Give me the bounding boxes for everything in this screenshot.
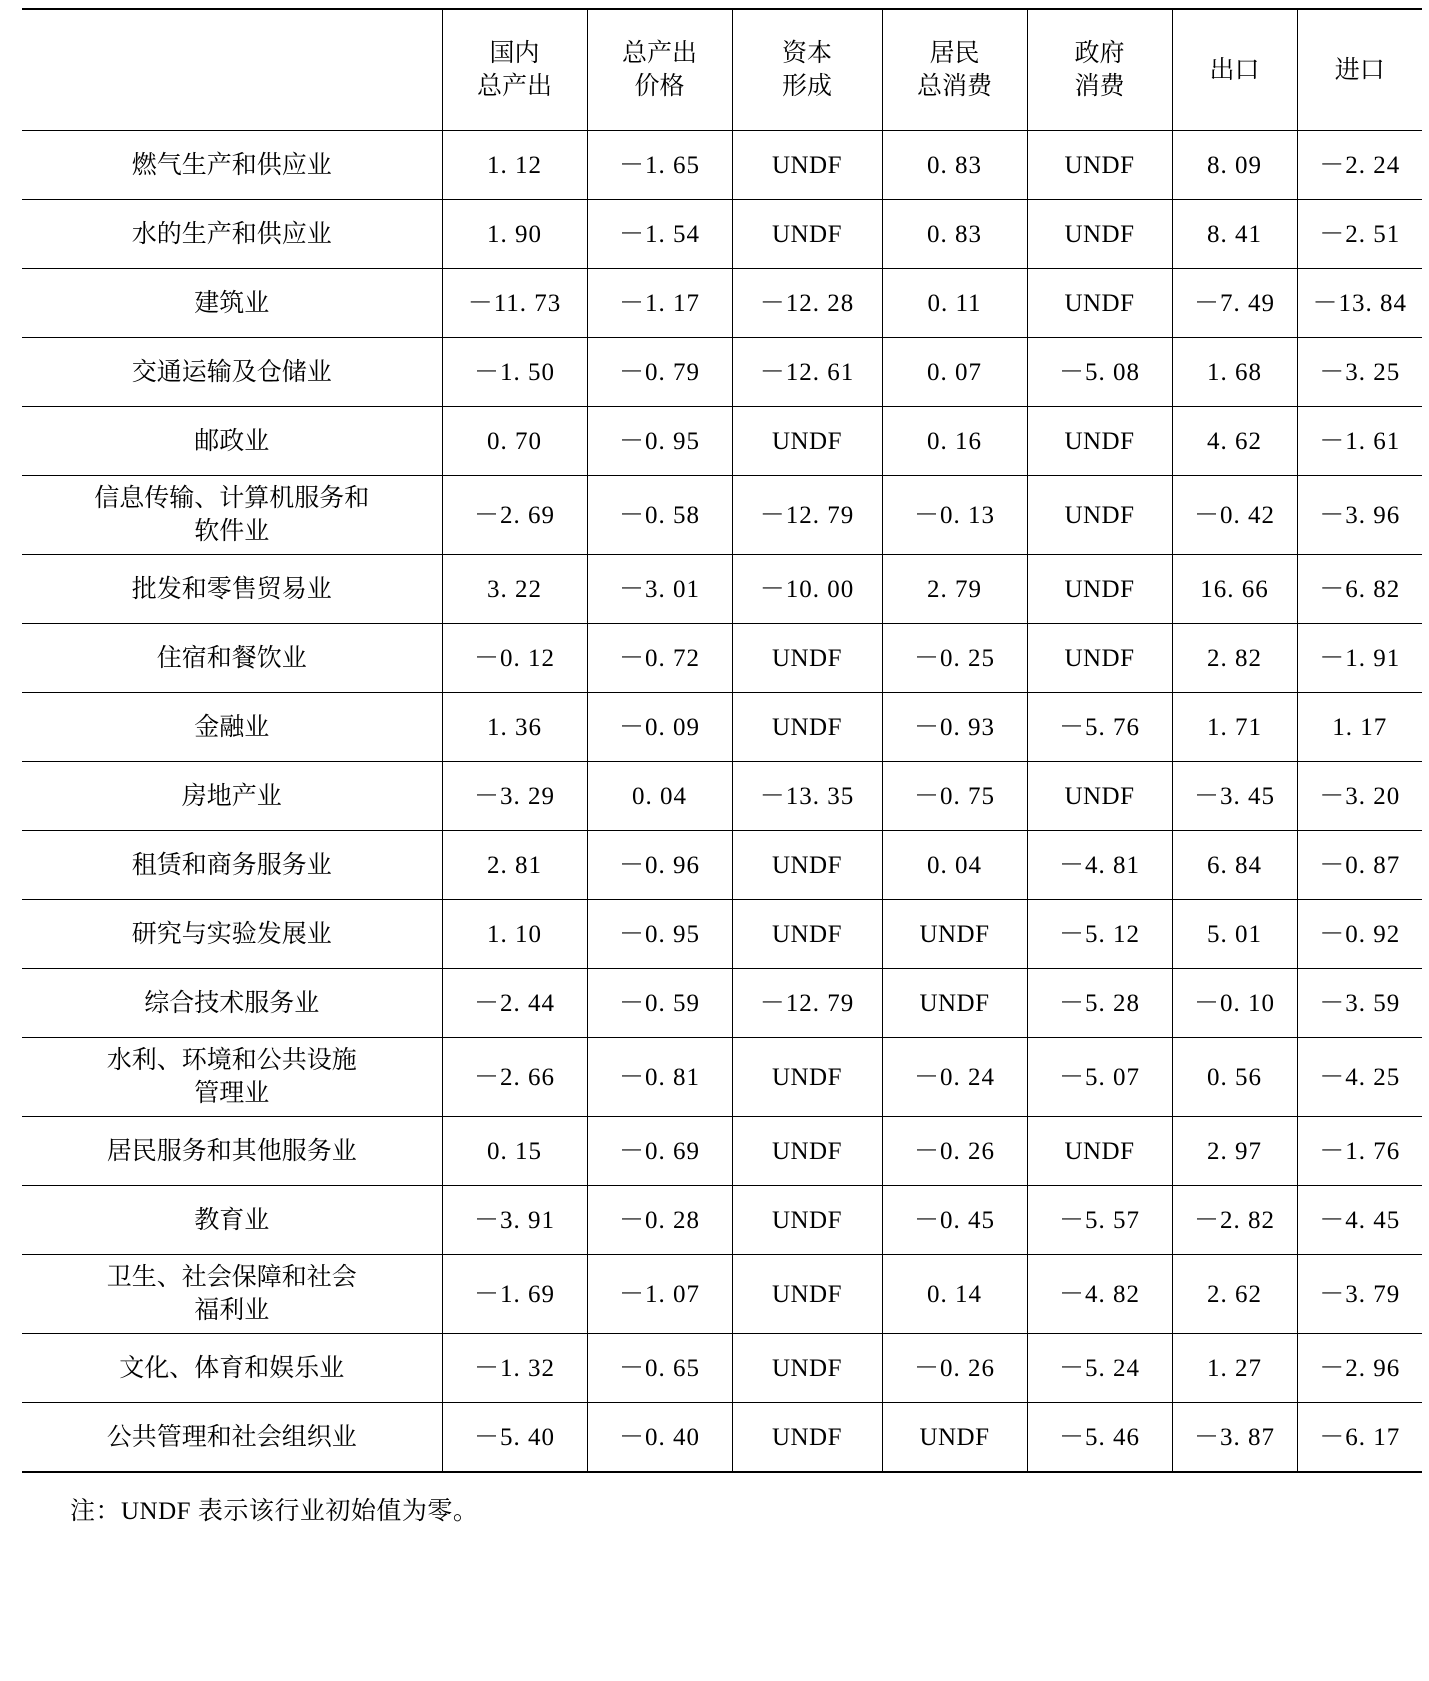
table-body (22, 131, 1422, 1473)
row-label: 居民服务和其他服务业 (22, 1117, 442, 1186)
cell-value: －0. 96 (587, 831, 732, 900)
cell-value: －5. 40 (442, 1403, 587, 1473)
cell-value: －4. 81 (1027, 831, 1172, 900)
cell-value: 3. 22 (442, 555, 587, 624)
header-line-1: 国内 (489, 40, 540, 67)
table-row (22, 624, 1422, 693)
cell-value: 1. 71 (1172, 693, 1297, 762)
cell-value: －2. 96 (1297, 1334, 1422, 1403)
cell-value: 1. 10 (442, 900, 587, 969)
table-row (22, 1117, 1422, 1186)
header-line-1: 政府 (1074, 40, 1125, 67)
cell-value: －0. 59 (587, 969, 732, 1038)
cell-value: －1. 69 (442, 1255, 587, 1334)
cell-value: －5. 24 (1027, 1334, 1172, 1403)
cell-value: －3. 59 (1297, 969, 1422, 1038)
cell-value: －0. 72 (587, 624, 732, 693)
cell-value: 8. 09 (1172, 131, 1297, 200)
cell-value: －0. 24 (882, 1038, 1027, 1117)
cell-value: －3. 01 (587, 555, 732, 624)
cell-undefined: UNDF (732, 1255, 882, 1334)
cell-value: 0. 07 (882, 338, 1027, 407)
cell-value: －7. 49 (1172, 269, 1297, 338)
cell-value: －12. 79 (732, 969, 882, 1038)
row-label: 卫生、社会保障和社会 福利业 (22, 1255, 442, 1334)
results-table (22, 8, 1422, 1473)
cell-undefined: UNDF (1027, 1117, 1172, 1186)
cell-undefined: UNDF (732, 900, 882, 969)
cell-undefined: UNDF (732, 1334, 882, 1403)
cell-value: －13. 84 (1297, 269, 1422, 338)
cell-value: －2. 69 (442, 476, 587, 555)
row-label: 建筑业 (22, 269, 442, 338)
cell-value: －0. 09 (587, 693, 732, 762)
cell-value: －5. 07 (1027, 1038, 1172, 1117)
cell-value: 0. 14 (882, 1255, 1027, 1334)
column-header-domestic-output (442, 9, 587, 131)
header-line-1: 出口 (1209, 56, 1260, 84)
row-label: 教育业 (22, 1186, 442, 1255)
cell-value: －0. 95 (587, 407, 732, 476)
cell-value: －5. 28 (1027, 969, 1172, 1038)
cell-value: －5. 46 (1027, 1403, 1172, 1473)
cell-undefined: UNDF (1027, 476, 1172, 555)
cell-value: 0. 04 (882, 831, 1027, 900)
cell-value: －4. 25 (1297, 1038, 1422, 1117)
cell-value: －0. 81 (587, 1038, 732, 1117)
column-header-output-price (587, 9, 732, 131)
cell-undefined: UNDF (882, 1403, 1027, 1473)
cell-value: －4. 45 (1297, 1186, 1422, 1255)
cell-undefined: UNDF (1027, 555, 1172, 624)
cell-undefined: UNDF (882, 900, 1027, 969)
cell-value: －0. 65 (587, 1334, 732, 1403)
cell-value: 2. 82 (1172, 624, 1297, 693)
cell-value: －3. 96 (1297, 476, 1422, 555)
cell-value: 0. 16 (882, 407, 1027, 476)
cell-value: －1. 65 (587, 131, 732, 200)
cell-value: 0. 11 (882, 269, 1027, 338)
cell-value: 2. 81 (442, 831, 587, 900)
table-row (22, 969, 1422, 1038)
cell-value: －1. 32 (442, 1334, 587, 1403)
row-label: 水的生产和供应业 (22, 200, 442, 269)
row-label: 交通运输及仓储业 (22, 338, 442, 407)
table-row (22, 407, 1422, 476)
header-line-2: 形成 (781, 73, 832, 100)
cell-value: －13. 35 (732, 762, 882, 831)
cell-value: －1. 91 (1297, 624, 1422, 693)
table-row (22, 338, 1422, 407)
cell-value: －1. 07 (587, 1255, 732, 1334)
header-row (22, 9, 1422, 131)
table-row (22, 476, 1422, 555)
cell-value: －1. 61 (1297, 407, 1422, 476)
cell-undefined: UNDF (882, 969, 1027, 1038)
cell-value: －0. 10 (1172, 969, 1297, 1038)
table-row (22, 1186, 1422, 1255)
cell-value: 2. 97 (1172, 1117, 1297, 1186)
cell-undefined: UNDF (1027, 200, 1172, 269)
cell-value: －5. 08 (1027, 338, 1172, 407)
row-label: 住宿和餐饮业 (22, 624, 442, 693)
cell-value: －12. 79 (732, 476, 882, 555)
cell-value: 6. 84 (1172, 831, 1297, 900)
column-header-resident-consumption (882, 9, 1027, 131)
cell-value: －1. 17 (587, 269, 732, 338)
row-label: 房地产业 (22, 762, 442, 831)
cell-value: 2. 62 (1172, 1255, 1297, 1334)
row-label: 金融业 (22, 693, 442, 762)
header-line-2: 消费 (1074, 73, 1125, 100)
cell-value: －0. 95 (587, 900, 732, 969)
column-header-government-consumption (1027, 9, 1172, 131)
table-row (22, 1334, 1422, 1403)
cell-value: －0. 75 (882, 762, 1027, 831)
table-row (22, 831, 1422, 900)
cell-value: －2. 44 (442, 969, 587, 1038)
cell-value: －0. 25 (882, 624, 1027, 693)
cell-undefined: UNDF (732, 407, 882, 476)
cell-undefined: UNDF (732, 1186, 882, 1255)
cell-undefined: UNDF (732, 693, 882, 762)
column-header-import (1297, 9, 1422, 131)
cell-value: －1. 50 (442, 338, 587, 407)
cell-value: －0. 12 (442, 624, 587, 693)
cell-value: －3. 29 (442, 762, 587, 831)
table-row (22, 269, 1422, 338)
table-row (22, 693, 1422, 762)
cell-value: －3. 91 (442, 1186, 587, 1255)
cell-value: 2. 79 (882, 555, 1027, 624)
cell-value: －12. 28 (732, 269, 882, 338)
cell-value: －0. 58 (587, 476, 732, 555)
cell-value: 16. 66 (1172, 555, 1297, 624)
cell-value: 1. 27 (1172, 1334, 1297, 1403)
cell-value: 8. 41 (1172, 200, 1297, 269)
cell-value: －3. 45 (1172, 762, 1297, 831)
cell-value: －0. 45 (882, 1186, 1027, 1255)
cell-value: －11. 73 (442, 269, 587, 338)
cell-value: 0. 83 (882, 200, 1027, 269)
cell-value: －3. 20 (1297, 762, 1422, 831)
cell-value: 5. 01 (1172, 900, 1297, 969)
cell-value: 0. 83 (882, 131, 1027, 200)
cell-value: 1. 36 (442, 693, 587, 762)
row-label: 文化、体育和娱乐业 (22, 1334, 442, 1403)
row-label: 公共管理和社会组织业 (22, 1403, 442, 1473)
cell-undefined: UNDF (732, 1403, 882, 1473)
header-line-2: 总产出 (476, 73, 552, 100)
row-label: 研究与实验发展业 (22, 900, 442, 969)
cell-value: －3. 79 (1297, 1255, 1422, 1334)
cell-value: －2. 51 (1297, 200, 1422, 269)
cell-undefined: UNDF (1027, 407, 1172, 476)
cell-value: －6. 17 (1297, 1403, 1422, 1473)
cell-undefined: UNDF (1027, 762, 1172, 831)
table-row (22, 1403, 1422, 1473)
cell-value: －0. 92 (1297, 900, 1422, 969)
cell-value: －0. 93 (882, 693, 1027, 762)
cell-value: －4. 82 (1027, 1255, 1172, 1334)
cell-value: －5. 12 (1027, 900, 1172, 969)
row-label: 燃气生产和供应业 (22, 131, 442, 200)
cell-value: 0. 15 (442, 1117, 587, 1186)
cell-value: －0. 42 (1172, 476, 1297, 555)
row-label: 邮政业 (22, 407, 442, 476)
cell-value: 0. 70 (442, 407, 587, 476)
column-header-capital-formation (732, 9, 882, 131)
cell-undefined: UNDF (732, 200, 882, 269)
cell-value: －1. 54 (587, 200, 732, 269)
cell-value: －0. 69 (587, 1117, 732, 1186)
cell-value: －3. 25 (1297, 338, 1422, 407)
row-label: 信息传输、计算机服务和 软件业 (22, 476, 442, 555)
cell-value: －0. 28 (587, 1186, 732, 1255)
cell-value: －1. 76 (1297, 1117, 1422, 1186)
table-header (22, 9, 1422, 131)
table-row (22, 555, 1422, 624)
cell-value: －2. 82 (1172, 1186, 1297, 1255)
row-label: 综合技术服务业 (22, 969, 442, 1038)
row-label: 租赁和商务服务业 (22, 831, 442, 900)
header-line-2: 总消费 (916, 73, 992, 100)
header-line-1: 居民 (929, 40, 980, 67)
table-row (22, 1255, 1422, 1334)
cell-value: －6. 82 (1297, 555, 1422, 624)
cell-value: 1. 17 (1297, 693, 1422, 762)
header-line-1: 进口 (1334, 56, 1385, 84)
cell-undefined: UNDF (732, 131, 882, 200)
column-header-export (1172, 9, 1297, 131)
cell-value: －2. 66 (442, 1038, 587, 1117)
cell-value: 4. 62 (1172, 407, 1297, 476)
cell-value: －2. 24 (1297, 131, 1422, 200)
cell-undefined: UNDF (1027, 269, 1172, 338)
cell-undefined: UNDF (1027, 624, 1172, 693)
cell-value: －0. 26 (882, 1117, 1027, 1186)
cell-value: 1. 12 (442, 131, 587, 200)
header-line-1: 总产出 (621, 40, 697, 67)
cell-value: －0. 87 (1297, 831, 1422, 900)
cell-value: 0. 56 (1172, 1038, 1297, 1117)
table-row (22, 200, 1422, 269)
cell-value: －0. 13 (882, 476, 1027, 555)
cell-undefined: UNDF (732, 1038, 882, 1117)
cell-value: 1. 68 (1172, 338, 1297, 407)
row-label: 批发和零售贸易业 (22, 555, 442, 624)
table-note: 注：UNDF 表示该行业初始值为零。 (70, 1498, 479, 1525)
header-line-1: 资本 (781, 40, 832, 67)
cell-undefined: UNDF (1027, 131, 1172, 200)
cell-value: －0. 26 (882, 1334, 1027, 1403)
table-row (22, 1038, 1422, 1117)
cell-value: －0. 79 (587, 338, 732, 407)
row-label: 水利、环境和公共设施 管理业 (22, 1038, 442, 1117)
cell-value: 0. 04 (587, 762, 732, 831)
cell-value: －5. 76 (1027, 693, 1172, 762)
cell-value: 1. 90 (442, 200, 587, 269)
cell-undefined: UNDF (732, 1117, 882, 1186)
cell-undefined: UNDF (732, 624, 882, 693)
table-row (22, 762, 1422, 831)
table-row (22, 900, 1422, 969)
cell-value: －0. 40 (587, 1403, 732, 1473)
cell-value: －5. 57 (1027, 1186, 1172, 1255)
column-header-industry (22, 9, 442, 131)
cell-undefined: UNDF (732, 831, 882, 900)
cell-value: －10. 00 (732, 555, 882, 624)
cell-value: －3. 87 (1172, 1403, 1297, 1473)
table-row (22, 131, 1422, 200)
header-line-2: 价格 (634, 73, 685, 100)
cell-value: －12. 61 (732, 338, 882, 407)
